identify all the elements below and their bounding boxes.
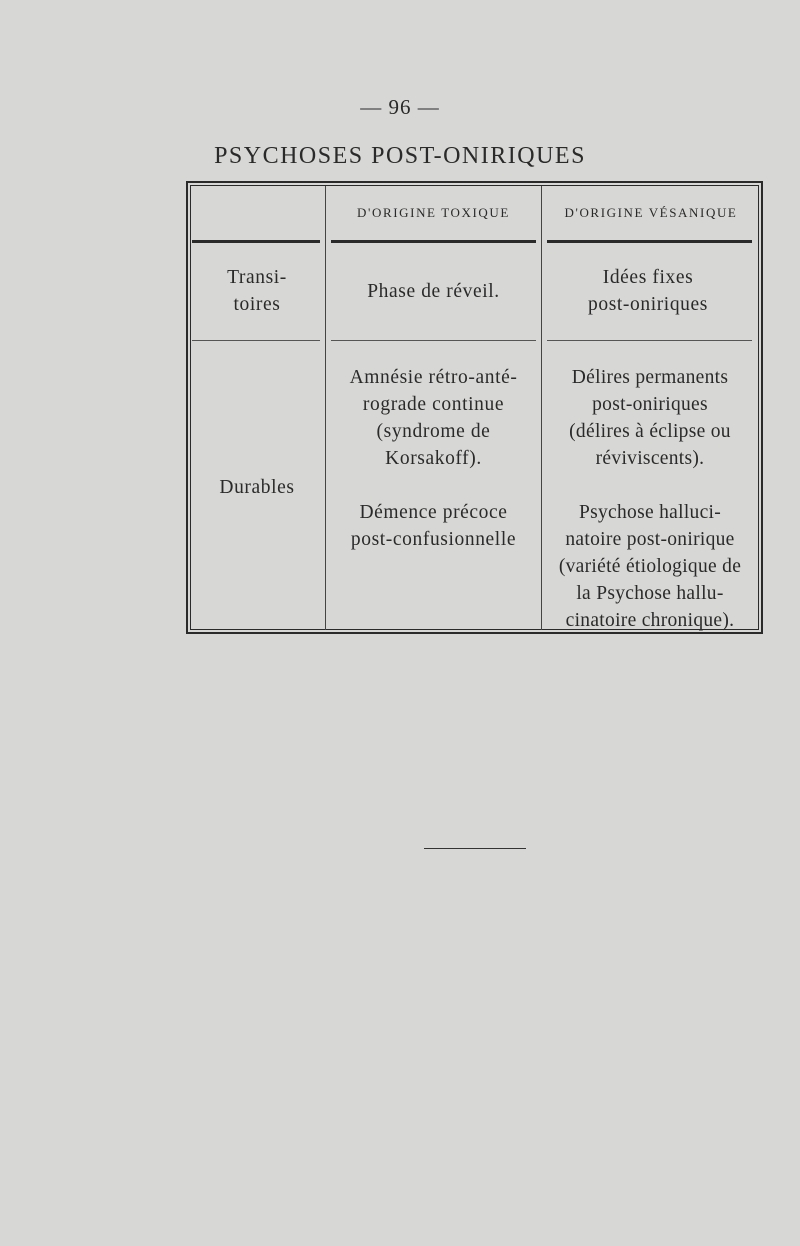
row-rule-3 xyxy=(547,340,752,341)
header-rule-1 xyxy=(192,240,320,243)
row-rule-2 xyxy=(331,340,536,341)
cell-transitoires-toxique: Phase de réveil. xyxy=(367,281,500,302)
header-vesanique: D'ORIGINE VÉSANIQUE xyxy=(564,205,738,220)
header-toxique: D'ORIGINE TOXIQUE xyxy=(357,205,510,220)
row-rule-1 xyxy=(192,340,320,341)
cell-durables-toxique: Amnésie rétro-anté- rograde continue (syndrome de Korsakoff). Démence précoce post-confusionnelle xyxy=(349,367,518,550)
page-number: — 96 — xyxy=(360,95,440,119)
row-label-durables: Durables xyxy=(219,477,295,498)
cell-durables-vesanique: Délires permanents post-oniriques (délires à éclipse ou réviviscents). Psychose halluci- natoire post-onirique (variété étiologique de la Psychose hallu- cinatoire chronique). xyxy=(558,367,742,631)
page-title: PSYCHOSES POST-ONIRIQUES xyxy=(214,143,586,169)
row-label-transitoires: Transi- toires xyxy=(227,267,287,315)
cell-transitoires-vesanique: Idées fixes post-oniriques xyxy=(588,267,708,315)
header-rule-3 xyxy=(547,240,752,243)
header-rule-2 xyxy=(331,240,536,243)
footer-rule xyxy=(424,848,526,849)
